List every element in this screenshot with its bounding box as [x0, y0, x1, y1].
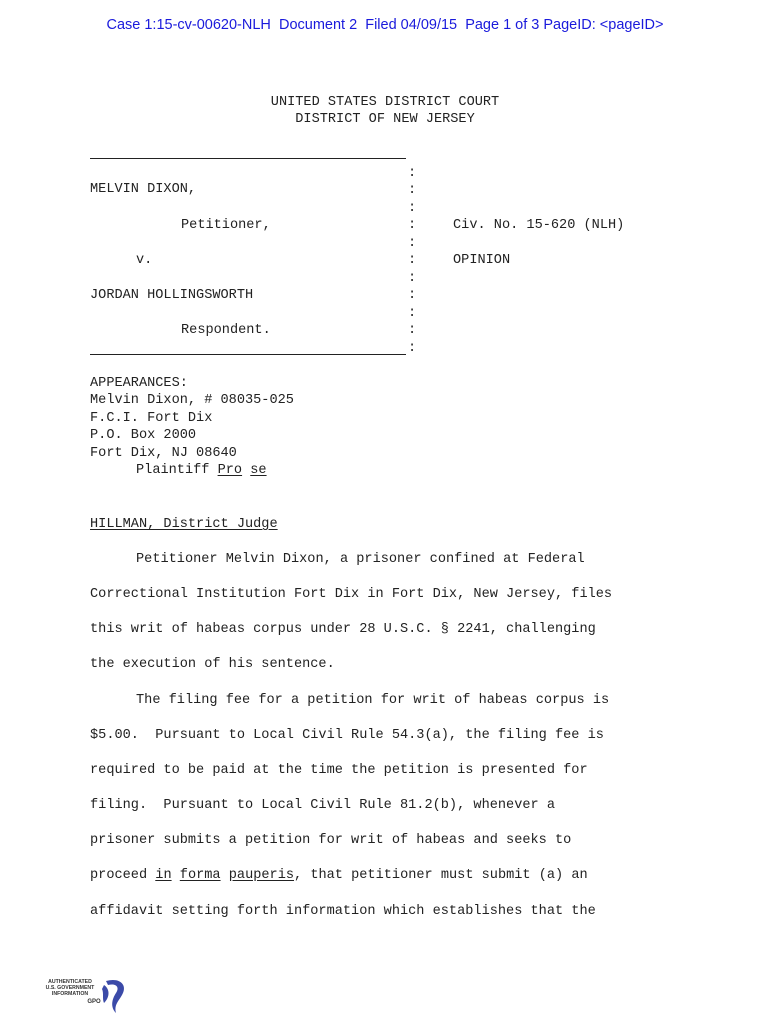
- role-se: se: [250, 463, 267, 478]
- seal-line3: INFORMATION: [51, 991, 89, 997]
- latin-forma: forma: [179, 868, 221, 883]
- document-type: OPINION: [453, 253, 511, 268]
- caption-colon: :: [408, 201, 417, 216]
- court-district: DISTRICT OF NEW JERSEY: [295, 112, 475, 127]
- seal-line4: GPO: [87, 999, 101, 1005]
- ecf-header: [0, 17, 770, 33]
- text-rest: , that petitioner must submit (a) an: [294, 868, 588, 883]
- case-number: Case 1:15-cv-00620-NLH: [106, 17, 271, 33]
- caption-colon: :: [408, 323, 417, 338]
- caption-colon: :: [408, 288, 417, 303]
- caption-colon: :: [408, 253, 417, 268]
- appearance-name: Melvin Dixon, # 08035-025: [90, 393, 294, 408]
- body-line: affidavit setting forth information which establishes that the: [90, 904, 596, 919]
- caption-bottom-rule: [90, 354, 406, 355]
- judge-line: [90, 518, 278, 532]
- caption-colon: :: [408, 341, 417, 356]
- page-info: Page 1 of 3 PageID: <pageID>: [465, 17, 664, 33]
- body-line: Correctional Institution Fort Dix in Fort Dix, New Jersey, files: [90, 587, 613, 602]
- role-prefix: Plaintiff: [136, 463, 210, 478]
- appearance-facility: F.C.I. Fort Dix: [90, 411, 213, 426]
- body-line: Petitioner Melvin Dixon, a prisoner confined at Federal: [136, 552, 585, 567]
- body-line: this writ of habeas corpus under 28 U.S.C. § 2241, challenging: [90, 622, 596, 637]
- caption-colon: :: [408, 183, 417, 198]
- body-line: required to be paid at the time the petition is presented for: [90, 763, 588, 778]
- respondent-role: Respondent.: [181, 323, 271, 338]
- document-number: Document 2: [278, 17, 358, 33]
- latin-in: in: [155, 868, 172, 883]
- petitioner-name: MELVIN DIXON,: [90, 182, 197, 197]
- respondent-name: JORDAN HOLLINGSWORTH: [90, 288, 254, 303]
- versus: v.: [136, 253, 153, 268]
- caption-colon: :: [408, 271, 417, 286]
- body-line: The filing fee for a petition for writ of habeas corpus is: [136, 693, 610, 708]
- appearance-role: [136, 464, 267, 478]
- body-line: $5.00. Pursuant to Local Civil Rule 54.3(a), the filing fee is: [90, 728, 604, 743]
- caption-colon: :: [408, 236, 417, 251]
- body-line: [90, 869, 588, 883]
- caption-colon: :: [408, 306, 417, 321]
- appearance-city: Fort Dix, NJ 08640: [90, 446, 237, 461]
- petitioner-role: Petitioner,: [181, 218, 271, 233]
- body-line: the execution of his sentence.: [90, 657, 335, 672]
- latin-pauperis: pauperis: [228, 868, 295, 883]
- seal-line2: U.S. GOVERNMENT: [45, 985, 95, 991]
- role-pro: Pro: [217, 463, 243, 478]
- text-proceed: proceed: [90, 868, 148, 883]
- gpo-eagle-icon: [44, 975, 130, 1019]
- appearances-heading: APPEARANCES:: [90, 376, 188, 391]
- caption-colon: :: [408, 218, 417, 233]
- caption-top-rule: [90, 158, 406, 159]
- judge-name: HILLMAN, District Judge: [90, 517, 278, 532]
- gpo-authentication-seal: [44, 975, 130, 1019]
- appearance-box: P.O. Box 2000: [90, 428, 197, 443]
- caption-colon: :: [408, 166, 417, 181]
- body-line: filing. Pursuant to Local Civil Rule 81.2(b), whenever a: [90, 798, 555, 813]
- body-line: prisoner submits a petition for writ of habeas and seeks to: [90, 833, 572, 848]
- seal-line1: AUTHENTICATED: [48, 979, 92, 985]
- court-name: UNITED STATES DISTRICT COURT: [270, 95, 500, 110]
- filed-date: Filed 04/09/15: [365, 17, 458, 33]
- civil-number: Civ. No. 15-620 (NLH): [453, 218, 625, 233]
